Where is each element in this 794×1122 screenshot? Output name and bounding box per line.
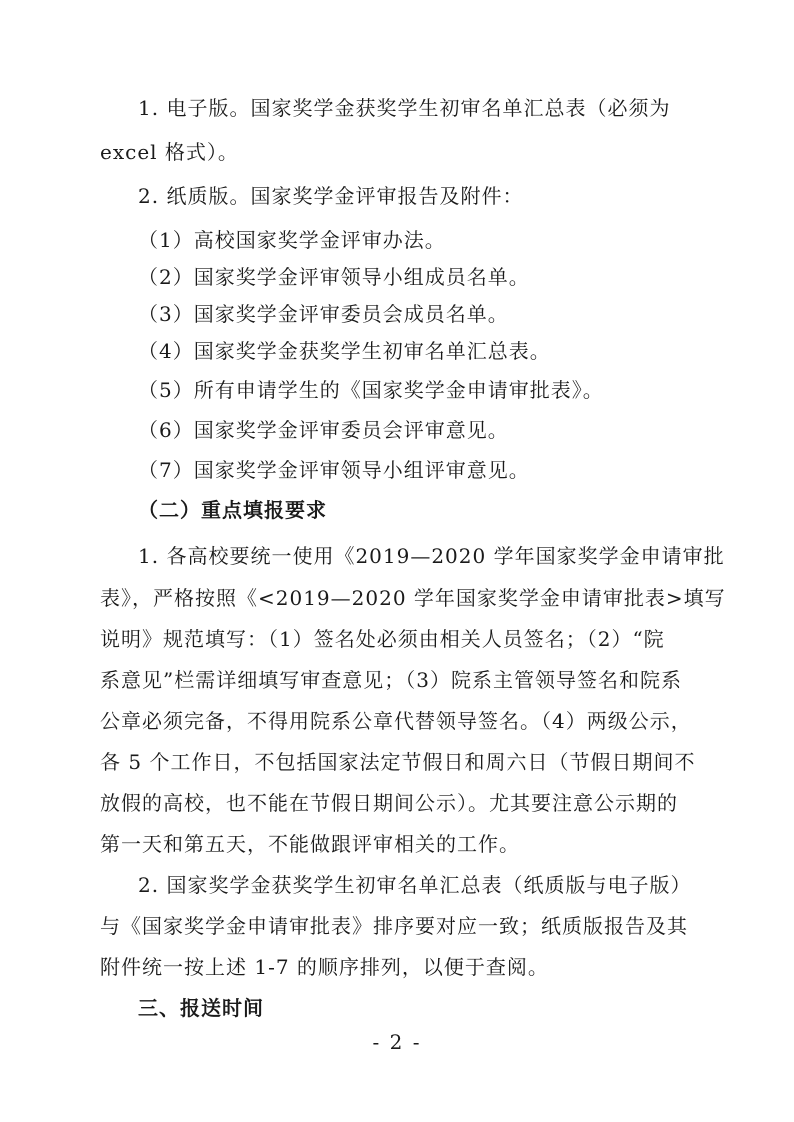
attachment-item-6: （6）国家奖学金评审委员会评审意见。 (138, 418, 509, 442)
attachment-item-2: （2）国家奖学金评审领导小组成员名单。 (138, 265, 530, 289)
page-number: - 2 - (372, 1030, 422, 1054)
paragraph1-line-2: 表》，严格按照《<2019—2020 学年国家奖学金申请审批表>填写 (100, 586, 726, 610)
section-heading-requirements: （二）重点填报要求 (138, 498, 327, 522)
paragraph1-line-1: 1. 各高校要统一使用《2019—2020 学年国家奖学金申请审批 (138, 544, 725, 568)
paragraph2-line-3: 附件统一按上述 1-7 的顺序排列，以便于查阅。 (100, 955, 549, 979)
paragraph1-line-8: 第一天和第五天，不能做跟评审相关的工作。 (100, 832, 520, 856)
paragraph1-line-6: 各 5 个工作日，不包括国家法定节假日和周六日（节假日期间不 (100, 750, 696, 774)
paragraph2-line-1: 2. 国家奖学金获奖学生初审名单汇总表（纸质版与电子版） (138, 873, 692, 897)
item-electronic-version: 1. 电子版。国家奖学金获奖学生初审名单汇总表（必须为 (138, 96, 671, 120)
paragraph1-line-7: 放假的高校，也不能在节假日期间公示）。尤其要注意公示期的 (100, 791, 678, 815)
item-electronic-version-cont: excel 格式）。 (100, 140, 239, 164)
attachment-item-5: （5）所有申请学生的《国家奖学金申请审批表》。 (138, 378, 604, 402)
attachment-item-7: （7）国家奖学金评审领导小组评审意见。 (138, 458, 530, 482)
section-heading-submission-time: 三、报送时间 (138, 996, 264, 1020)
attachment-item-1: （1）高校国家奖学金评审办法。 (138, 228, 446, 252)
item-paper-version: 2. 纸质版。国家奖学金评审报告及附件： (138, 184, 524, 208)
paragraph1-line-5: 公章必须完备，不得用院系公章代替领导签名。（4）两级公示， (100, 709, 692, 733)
paragraph1-line-4: 系意见”栏需详细填写审查意见；（3）院系主管领导签名和院系 (100, 668, 682, 692)
paragraph1-line-3: 说明》规范填写：（1）签名处必须由相关人员签名；（2）“院 (100, 627, 665, 651)
paragraph2-line-2: 与《国家奖学金申请审批表》排序要对应一致；纸质版报告及其 (100, 914, 688, 938)
attachment-item-4: （4）国家奖学金获奖学生初审名单汇总表。 (138, 339, 551, 363)
attachment-item-3: （3）国家奖学金评审委员会成员名单。 (138, 302, 509, 326)
